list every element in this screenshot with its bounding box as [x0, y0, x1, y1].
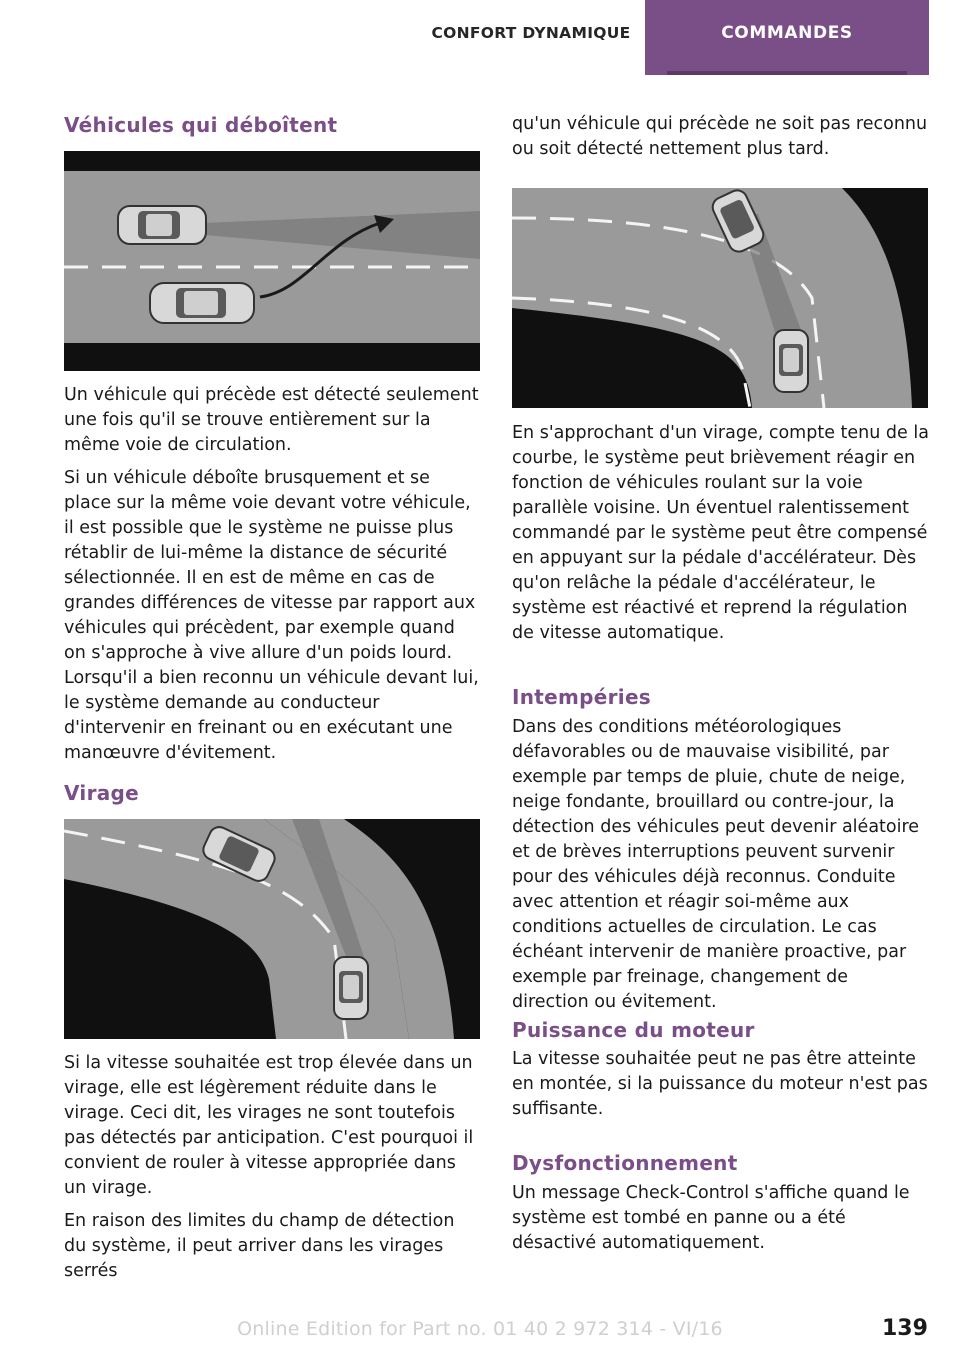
header-chapter-tab: [645, 0, 929, 75]
paragraph-curve-speed: Si la vitesse souhaitée est trop élevée dans un virage, elle est légèrement réduite dans le virage. Ceci dit, les virages ne sont toutefois pas détectés par anticipation. C'est pourquoi il convient de rouler à vitesse appropriée dans un virage.: [64, 1053, 474, 1198]
heading-intemperies: Intempéries: [512, 685, 652, 709]
paragraph-engine-power: La vitesse souhaitée peut ne pas être atteinte en montée, si la puissance du moteur n'est pas suffisante.: [512, 1049, 928, 1119]
header-chapter-label: COMMANDES: [721, 23, 853, 43]
heading-dysfonctionnement: Dysfonctionnement: [512, 1151, 738, 1175]
figure-tight-curve: [512, 188, 928, 408]
paragraph-approach-curve: En s'approchant d'un virage, compte tenu de la courbe, le système peut brièvement réagir en fonction de véhicules roulant sur la voie parallèle voisine. Un éventuel ralentissement commandé par le système peut être compensé en appuyant sur la pédale d'accélérateur. Dès qu'on relâche la pédale d'accélérateur, le système est réactivé et reprend la régulation de vitesse automatique.: [512, 423, 929, 643]
paragraph-cut-in: Si un véhicule déboîte brusquement et se place sur la même voie devant votre véhicule, il est possible que le système ne puisse plus rétablir de lui-même la distance de sécurité sélectionnée. Il en est de même en cas de grandes différences de vitesse par rapport aux véhicules qui précèdent, par exemple quand on s'approche à vive allure d'un poids lourd. Lorsqu'il a bien reconnu un véhicule devant lui, le système demande au conducteur d'intervenir en freinant ou en exécutant une manœuvre d'évitement.: [64, 468, 479, 763]
heading-vehicules-deboitent: Véhicules qui déboîtent: [64, 113, 338, 137]
paragraph-malfunction: Un message Check-Control s'affiche quand le système est tombé en panne ou a été désactivé automatiquement.: [512, 1183, 910, 1253]
car-bottom-icon: [150, 283, 254, 323]
tight-curve-illustration: [512, 188, 928, 408]
figure-curve: [64, 819, 480, 1039]
car-own-icon: [334, 957, 368, 1019]
paragraph-detection-limits: En raison des limites du champ de détection du système, il peut arriver dans les virages serrés: [64, 1211, 455, 1281]
car-top-icon: [118, 206, 206, 244]
paragraph-detection-same-lane: Un véhicule qui précède est détecté seulement une fois qu'il se trouve entièrement sur la même voie de circulation.: [64, 385, 479, 455]
curve-illustration: [64, 819, 480, 1039]
page-number: 139: [882, 1316, 928, 1341]
figure-vehicle-cutting-in: [64, 151, 480, 371]
heading-virage: Virage: [64, 781, 140, 805]
paragraph-late-detection: qu'un véhicule qui précède ne soit pas reconnu ou soit détecté nettement plus tard.: [512, 114, 928, 159]
header-section-title: CONFORT DYNAMIQUE: [431, 24, 631, 42]
car-own-icon: [774, 330, 808, 392]
cut-in-illustration: [64, 151, 480, 371]
heading-puissance-moteur: Puissance du moteur: [512, 1018, 755, 1042]
footer-edition: Online Edition for Part no. 01 40 2 972 314 - VI/16: [237, 1318, 723, 1340]
paragraph-weather: Dans des conditions météorologiques défavorables ou de mauvaise visibilité, par exemple par temps de pluie, chute de neige, neige fondante, brouillard ou contre-jour, la détection des véhicules peut devenir aléatoire et de brèves interruptions peuvent survenir pour des véhicules déjà reconnus. Conduite avec attention et réagir soi-même aux conditions actuelles de circulation. Le cas échéant intervenir de manière proactive, par exemple par freinage, changement de direction ou évitement.: [512, 717, 920, 1012]
